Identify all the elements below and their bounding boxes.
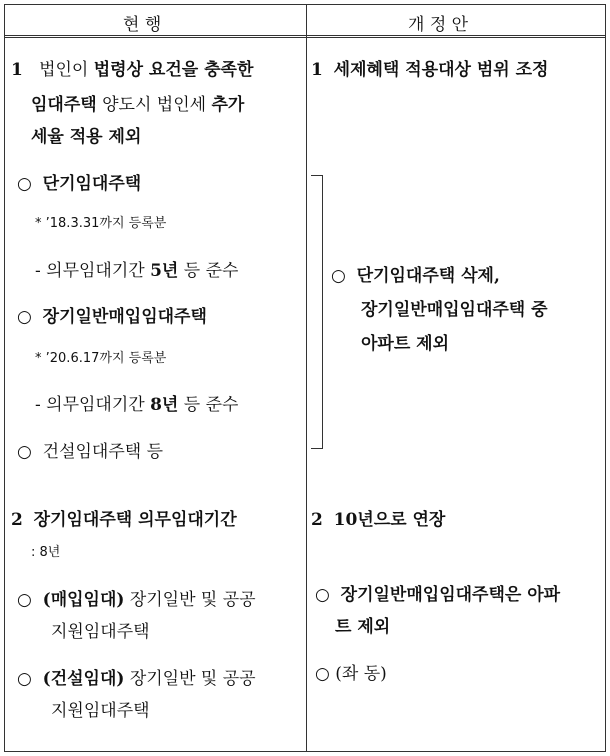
- change-line-2: 장기일반매입임대주택 중: [361, 300, 548, 320]
- header-current: 현 행: [123, 15, 162, 35]
- bullet-icon: ○: [17, 174, 32, 194]
- apartment-exclusion-line-2: 트 제외: [335, 617, 391, 637]
- left-section-2-sub: : 8년: [31, 545, 61, 560]
- column-divider: [306, 5, 307, 751]
- long-term-duration: - 의무임대기간 8년 등 준수: [35, 395, 239, 415]
- comparison-table: [4, 4, 606, 752]
- left-section-1-line-2: 임대주택 양도시 법인세 추가: [31, 95, 245, 115]
- short-term-note: * ’18.3.31까지 등록분: [35, 216, 167, 231]
- construction-lease-item: ○ (건설임대) 장기일반 및 공공: [17, 669, 256, 689]
- purchase-lease-item: ○ (매입임대) 장기일반 및 공공: [17, 590, 256, 610]
- bullet-icon: ○: [17, 442, 32, 462]
- left-section-1-line-1: 1 법인이 법령상 요건을 충족한: [11, 60, 254, 80]
- apartment-exclusion-line-1: ○ 장기일반매입임대주택은 아파: [315, 585, 561, 605]
- header-separator: [5, 35, 605, 38]
- left-section-2-title: 2 장기임대주택 의무임대기간: [11, 510, 237, 530]
- long-term-item: ○ 장기일반매입임대주택: [17, 307, 207, 327]
- grouping-bracket: [311, 175, 323, 449]
- short-term-item: ○ 단기임대주택: [17, 174, 142, 194]
- bullet-icon: ○: [331, 266, 346, 286]
- right-section-1-title: 1 세제혜택 적용대상 범위 조정: [311, 60, 549, 80]
- bullet-icon: ○: [17, 307, 32, 327]
- purchase-lease-item-cont: 지원임대주택: [51, 622, 150, 642]
- bullet-icon: ○: [315, 664, 330, 684]
- change-line-3: 아파트 제외: [361, 334, 450, 354]
- bullet-icon: ○: [315, 585, 330, 605]
- left-section-1-line-3: 세율 적용 제외: [31, 127, 142, 147]
- short-term-duration: - 의무임대기간 5년 등 준수: [35, 261, 239, 281]
- right-section-2-title: 2 10년으로 연장: [311, 510, 446, 530]
- construction-lease-item-cont: 지원임대주택: [51, 701, 150, 721]
- header-proposed: 개 정 안: [408, 15, 469, 35]
- same-as-left: ○ (좌 동): [315, 664, 387, 684]
- change-line-1: ○ 단기임대주택 삭제,: [331, 266, 500, 286]
- construction-item: ○ 건설임대주택 등: [17, 442, 164, 462]
- long-term-note: * ’20.6.17까지 등록분: [35, 351, 167, 366]
- bullet-icon: ○: [17, 669, 32, 689]
- bullet-icon: ○: [17, 590, 32, 610]
